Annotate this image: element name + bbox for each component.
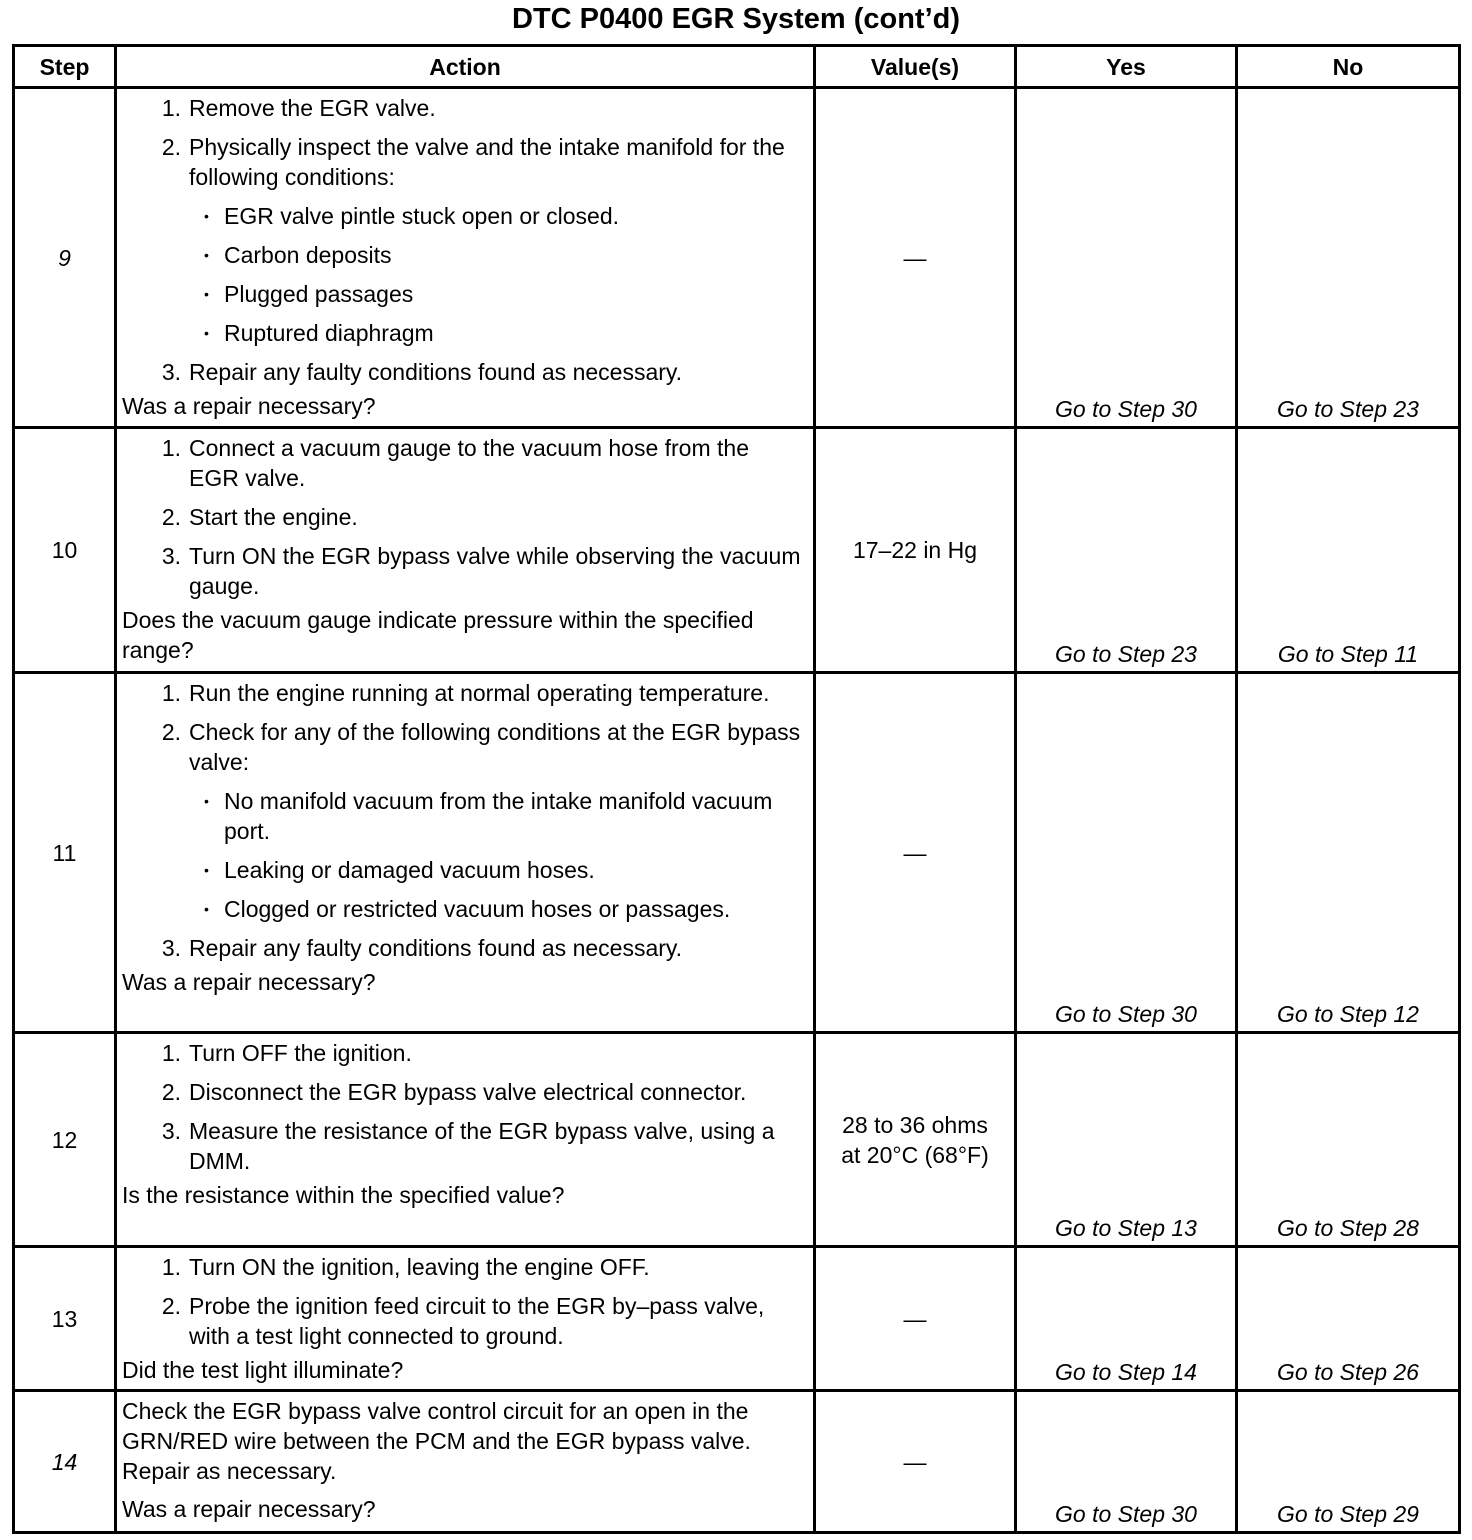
value-cell: —: [815, 673, 1016, 1033]
header-yes: Yes: [1016, 46, 1237, 88]
value-cell: —: [815, 1247, 1016, 1391]
list-item: 2. Disconnect the EGR bypass valve electrical connector.: [161, 1079, 747, 1105]
bullet-item: • Carbon deposits: [204, 242, 392, 268]
header-value: Value(s): [815, 46, 1016, 88]
question-text: Did the test light illuminate?: [122, 1357, 404, 1383]
table-row: [14, 1391, 1460, 1533]
value-cell: —: [815, 88, 1016, 428]
table-row: [14, 88, 1460, 428]
action-cell: [116, 1247, 815, 1391]
table-row: [14, 1033, 1460, 1247]
list-item: 2. Start the engine.: [161, 504, 358, 530]
action-cell: [116, 88, 815, 428]
yes-cell: Go to Step 23: [1016, 428, 1237, 673]
action-text: Check the EGR bypass valve control circuit for an open in the GRN/RED wire between the PCM and the EGR bypass valve. Repair as necessary.: [122, 1398, 751, 1484]
no-cell: Go to Step 28: [1237, 1033, 1460, 1247]
bullet-item: • No manifold vacuum from the intake manifold vacuum port.: [204, 788, 773, 844]
header-action: Action: [116, 46, 815, 88]
list-item: 2. Check for any of the following conditions at the EGR bypass valve: • No manifold vacuum from the intake manifold vacuum port. • Leaking or damaged vacuum hoses. • Clogged or restricted vacuum hoses or passages.: [122, 717, 805, 924]
question-text: Does the vacuum gauge indicate pressure within the specified range?: [122, 607, 754, 663]
no-cell: Go to Step 29: [1237, 1391, 1460, 1533]
step-number: 12: [14, 1033, 116, 1247]
header-step: Step: [14, 46, 116, 88]
bullet-item: • Ruptured diaphragm: [204, 320, 434, 346]
question-text: Was a repair necessary?: [122, 393, 376, 419]
header-row: [14, 46, 1460, 88]
no-cell: Go to Step 12: [1237, 673, 1460, 1033]
question-text: Was a repair necessary?: [122, 969, 376, 995]
value-line: 28 to 36 ohms: [842, 1111, 988, 1138]
yes-cell: Go to Step 30: [1016, 88, 1237, 428]
no-cell: Go to Step 23: [1237, 88, 1460, 428]
bullet-item: • Plugged passages: [204, 281, 414, 307]
list-item: 1. Turn ON the ignition, leaving the engine OFF.: [161, 1254, 650, 1280]
table-row: [14, 428, 1460, 673]
step-number: 9: [14, 88, 116, 428]
step-number: 10: [14, 428, 116, 673]
step-number: 11: [14, 673, 116, 1033]
no-cell: Go to Step 11: [1237, 428, 1460, 673]
bullet-item: • Clogged or restricted vacuum hoses or passages.: [204, 896, 731, 922]
list-item: 2. Probe the ignition feed circuit to the EGR by–pass valve, with a test light connected to ground.: [161, 1293, 765, 1349]
list-item: 3. Turn ON the EGR bypass valve while observing the vacuum gauge.: [161, 543, 801, 599]
list-item: 1. Remove the EGR valve.: [161, 95, 436, 121]
question-text: Was a repair necessary?: [122, 1496, 376, 1522]
yes-cell: Go to Step 30: [1016, 673, 1237, 1033]
list-item: 2. Physically inspect the valve and the intake manifold for the following conditions: • EGR valve pintle stuck open or closed. • Carbon deposits • Plugged passages • Ruptured diaphragm: [122, 132, 805, 348]
diagnostic-table: [12, 44, 1461, 1534]
list-item: 1. Turn OFF the ignition.: [161, 1040, 412, 1066]
list-item: 1. Run the engine running at normal operating temperature.: [161, 680, 770, 706]
step-number: 13: [14, 1247, 116, 1391]
bullet-item: • EGR valve pintle stuck open or closed.: [204, 203, 620, 229]
no-cell: Go to Step 26: [1237, 1247, 1460, 1391]
action-cell: [116, 428, 815, 673]
action-cell: [116, 673, 815, 1033]
action-cell: [116, 1033, 815, 1247]
table-row: [14, 1247, 1460, 1391]
table-row: [14, 673, 1460, 1033]
bullet-item: • Leaking or damaged vacuum hoses.: [204, 857, 595, 883]
value-cell: —: [815, 1391, 1016, 1533]
page-title: DTC P0400 EGR System (cont’d): [512, 3, 960, 35]
value-line: at 20°C (68°F): [841, 1141, 989, 1168]
list-item: 3. Repair any faulty conditions found as necessary.: [161, 935, 683, 961]
value-cell: 17–22 in Hg: [815, 428, 1016, 673]
yes-cell: Go to Step 13: [1016, 1033, 1237, 1247]
step-number: 14: [14, 1391, 116, 1533]
yes-cell: Go to Step 30: [1016, 1391, 1237, 1533]
list-item: 3. Repair any faulty conditions found as necessary.: [161, 359, 683, 385]
header-no: No: [1237, 46, 1460, 88]
yes-cell: Go to Step 14: [1016, 1247, 1237, 1391]
value-cell: [815, 1033, 1016, 1247]
list-item: 1. Connect a vacuum gauge to the vacuum hose from the EGR valve.: [161, 435, 749, 491]
list-item: 3. Measure the resistance of the EGR bypass valve, using a DMM.: [161, 1118, 775, 1174]
action-cell: [116, 1391, 815, 1533]
question-text: Is the resistance within the specified value?: [122, 1182, 565, 1208]
